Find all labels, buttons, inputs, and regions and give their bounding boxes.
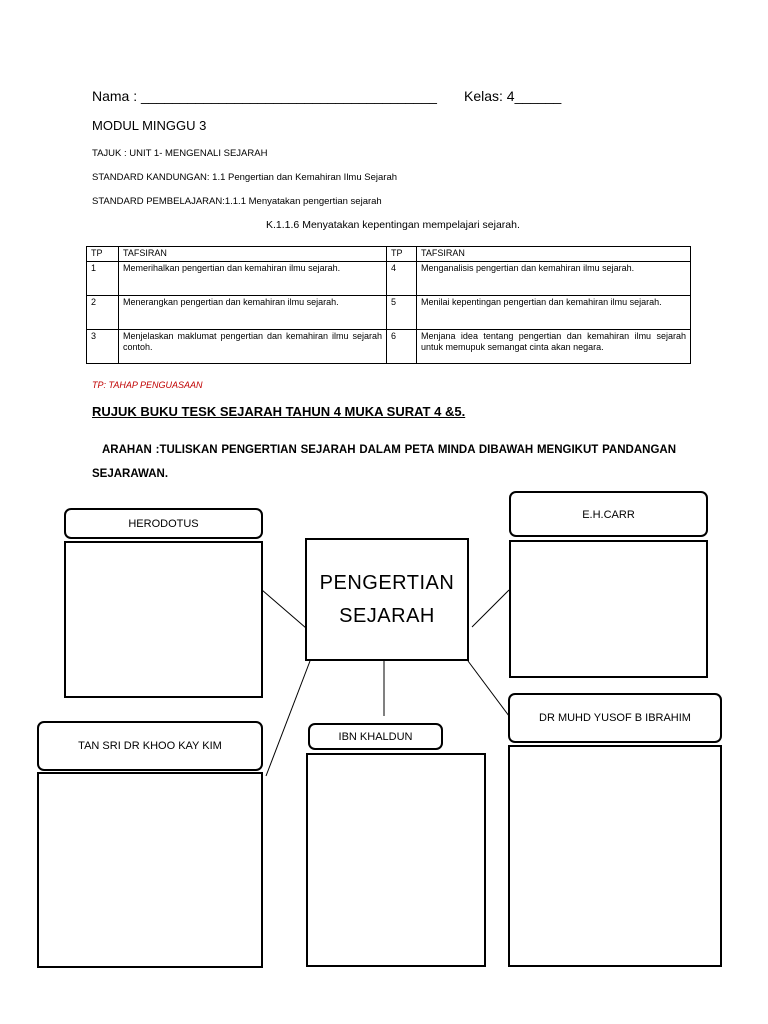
- module-title: MODUL MINGGU 3: [92, 118, 207, 133]
- tp-level: 3: [87, 330, 119, 364]
- connector-yusof: [468, 661, 509, 716]
- tp-description: Menilai kepentingan pengertian dan kemahiran ilmu sejarah.: [417, 296, 691, 330]
- connector-herodotus: [262, 590, 306, 628]
- yusof-label: DR MUHD YUSOF B IBRAHIM: [539, 712, 691, 724]
- kelas-field[interactable]: Kelas: 4______: [464, 88, 562, 104]
- topic-line: TAJUK : UNIT 1- MENGENALI SEJARAH: [92, 148, 268, 159]
- tp-level: 1: [87, 262, 119, 296]
- khaldun-label-box: [308, 723, 443, 750]
- herodotus-answer-box[interactable]: [64, 541, 263, 698]
- table-header-cell: TP: [387, 247, 417, 262]
- central-topic-line2: SEJARAH: [339, 604, 435, 627]
- khaldun-answer-box[interactable]: [306, 753, 486, 967]
- table-header-cell: TAFSIRAN: [417, 247, 691, 262]
- central-topic-box: [305, 538, 469, 661]
- reference-instruction: RUJUK BUKU TESK SEJARAH TAHUN 4 MUKA SURAT 4 &5.: [92, 404, 466, 419]
- tp-level: 6: [387, 330, 417, 364]
- tp-level: 5: [387, 296, 417, 330]
- tp-description: Memerihalkan pengertian dan kemahiran ilmu sejarah.: [119, 262, 387, 296]
- tp-description: Menjelaskan maklumat pengertian dan kemahiran ilmu sejarah contoh.: [119, 330, 387, 364]
- khoo-label: TAN SRI DR KHOO KAY KIM: [78, 740, 222, 752]
- tp-level: 2: [87, 296, 119, 330]
- yusof-answer-box[interactable]: [508, 745, 722, 967]
- nama-field[interactable]: Nama : ______________________________________: [92, 88, 437, 104]
- herodotus-label: HERODOTUS: [128, 517, 199, 530]
- khaldun-label: IBN KHALDUN: [338, 730, 413, 743]
- learning-standard: STANDARD PEMBELAJARAN:1.1.1 Menyatakan pengertian sejarah: [92, 196, 382, 207]
- learning-objective: K.1.1.6 Menyatakan kepentingan mempelajari sejarah.: [266, 219, 520, 231]
- table-header-cell: TP: [87, 247, 119, 262]
- carr-label: E.H.CARR: [582, 509, 635, 521]
- tp-description: Menjana idea tentang pengertian dan kemahiran ilmu sejarah untuk memupuk semangat cinta akan negara.: [417, 330, 691, 364]
- yusof-label-box: [508, 693, 722, 743]
- tp-description: Menganalisis pengertian dan kemahiran ilmu sejarah.: [417, 262, 691, 296]
- tp-legend-note: TP: TAHAP PENGUASAAN: [92, 380, 203, 390]
- central-topic-line1: PENGERTIAN: [319, 571, 455, 594]
- khoo-label-box: [37, 721, 263, 771]
- content-standard: STANDARD KANDUNGAN: 1.1 Pengertian dan Kemahiran Ilmu Sejarah: [92, 172, 398, 183]
- khoo-answer-box[interactable]: [37, 772, 263, 968]
- connector-khoo: [266, 661, 310, 776]
- carr-label-box: [509, 491, 708, 537]
- carr-answer-box[interactable]: [509, 540, 708, 678]
- tp-level: 4: [387, 262, 417, 296]
- connector-carr: [472, 590, 509, 627]
- herodotus-label-box: [64, 508, 263, 539]
- table-header-cell: TAFSIRAN: [119, 247, 387, 262]
- task-instruction-text: ARAHAN :TULISKAN PENGERTIAN SEJARAH DALAM PETA MINDA DIBAWAH MENGIKUT PANDANGAN SEJARAWAN.: [92, 444, 676, 480]
- tp-description: Menerangkan pengertian dan kemahiran ilmu sejarah.: [119, 296, 387, 330]
